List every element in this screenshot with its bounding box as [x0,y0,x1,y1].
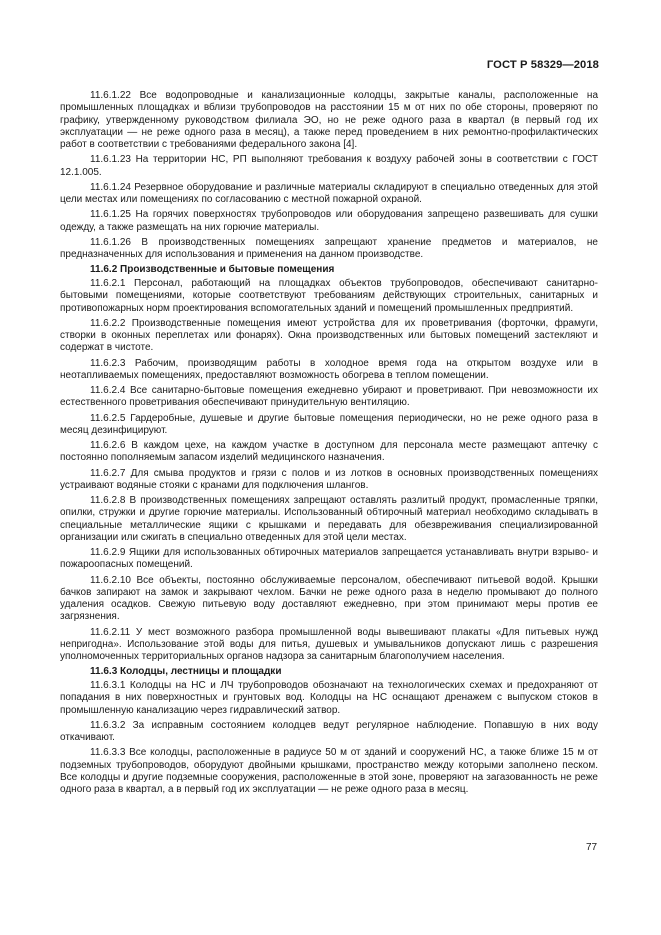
paragraph-11-6-2-7: 11.6.2.7 Для смыва продуктов и грязи с полов и из лотков в основных производственных помещениях устраивают водяные стояки с кранами для подключения шлангов. [60,467,598,491]
paragraph-11-6-2-10: 11.6.2.10 Все объекты, постоянно обслуживаемые персоналом, обеспечивают питьевой водой. Крышки бачков запирают на замок и закрывают чехлом. Бачки не реже одного раза в неделю промывают до полного удаления осадков. Свежую питьевую воду доставляют ежедневно, при этом принимают меры против ее загрязнения. [60,574,598,623]
paragraph-11-6-1-25: 11.6.1.25 На горячих поверхностях трубопроводов или оборудования запрещено развешивать для сушки одежду, а также размещать на них горючие материалы. [60,209,598,233]
paragraph-11-6-2-5: 11.6.2.5 Гардеробные, душевые и другие бытовые помещения периодически, но не реже одного раза в месяц дезинфицируют. [60,412,598,436]
paragraph-11-6-3-2: 11.6.3.2 За исправным состоянием колодцев ведут регулярное наблюдение. Попавшую в них воду откачивают. [60,719,598,743]
paragraph-11-6-1-26: 11.6.1.26 В производственных помещениях запрещают хранение предметов и материалов, не предназначенных для использования и применения на данном производстве. [60,236,598,260]
paragraph-11-6-2-2: 11.6.2.2 Производственные помещения имеют устройства для их проветривания (форточки, фрамуги, створки в оконных переплетах или фонарях). Окна производственных или бытовых помещений застекляют и содержат в чистоте. [60,317,598,354]
page-number: 77 [586,842,598,853]
paragraph-11-6-2-11: 11.6.2.11 У мест возможного разбора промышленной воды вывешивают плакаты «Для питьевых нужд непригодна». Использование этой воды для питья, душевых и умывальников допускают лишь с разрешения уполномоченных территориальных органов надзора за санитарным благополучием населения. [60,626,598,662]
section-heading-11-6-3: 11.6.3 Колодцы, лестницы и площадки [90,666,282,678]
paragraph-11-6-2-1: 11.6.2.1 Персонал, работающий на площадках объектов трубопроводов, обеспечивают санитарно-бытовыми помещениями, которые соответствуют требованиям действующих строительных, санитарных и противопожарных норм проектирования вспомогательных зданий и помещений промышленных предприятий. [60,278,598,314]
paragraph-11-6-2-4: 11.6.2.4 Все санитарно-бытовые помещения ежедневно убирают и проветривают. При невозможности их естественного проветривания обеспечивают принудительную вентиляцию. [60,385,598,409]
paragraph-11-6-2-9: 11.6.2.9 Ящики для использованных обтирочных материалов запрещается устанавливать внутри взрыво- и пожароопасных помещений. [60,547,598,571]
paragraph-11-6-2-3: 11.6.2.3 Рабочим, производящим работы в холодное время года на открытом воздухе или в неотапливаемых помещениях, предоставляют возможность обогрева в теплом помещении. [60,357,598,381]
paragraph-11-6-2-6: 11.6.2.6 В каждом цехе, на каждом участке в доступном для персонала месте размещают аптечку с постоянно пополняемым запасом изделий медицинского назначения. [60,440,598,464]
paragraph-11-6-1-24: 11.6.1.24 Резервное оборудование и различные материалы складируют в специально отведенных для этой цели местах или помещениях по согласованию с местной пожарной охраной. [60,181,598,205]
paragraph-11-6-1-22: 11.6.1.22 Все водопроводные и канализационные колодцы, закрытые каналы, расположенные на промышленных площадках и вблизи трубопроводов на расстоянии 15 м от них по обе стороны, проверяют по графику, утвержденному руководством филиала ЭО, но не реже одного раза в квартал (в первый год их эксплуатации — не реже одного раза в месяц), а также перед проведением в них ремонтно-профилактических работ в соответствии с требованиями федерального закона [4]. [60,90,598,150]
paragraph-11-6-2-8: 11.6.2.8 В производственных помещениях запрещают оставлять разлитый продукт, промасленные тряпки, опилки, стружки и другие горючие материалы. Использованный обтирочный материал необходимо складывать в специальные металлические ящики с крышками и передавать для обезвреживания специализированной организации или сжигать в специально отведенных для этой цели местах. [60,495,598,543]
paragraph-11-6-1-23: 11.6.1.23 На территории НС, РП выполняют требования к воздуху рабочей зоны в соответствии с ГОСТ 12.1.005. [60,154,598,178]
paragraph-11-6-3-1: 11.6.3.1 Колодцы на НС и ЛЧ трубопроводов обозначают на технологических схемах и предохраняют от попадания в них поверхностных и грунтовых вод. Колодцы на НС оснащают дренажем с выпуском стоков в промышленную канализацию через гидравлический затвор. [60,680,598,716]
document-code: ГОСТ Р 58329—2018 [486,59,599,71]
document-body [60,90,598,799]
paragraph-11-6-3-3: 11.6.3.3 Все колодцы, расположенные в радиусе 50 м от зданий и сооружений НС, а также ближе 15 м от подземных трубопроводов, оборудуют двойными крышками, пространство между которыми заполнено песком. Все колодцы и другие подземные сооружения, расположенные в этой зоне, проверяют на загазованность не реже одного раза в квартал, а в первый год их эксплуатации — не реже одного раза в месяц. [60,747,598,795]
section-heading-11-6-2: 11.6.2 Производственные и бытовые помещения [90,264,335,276]
